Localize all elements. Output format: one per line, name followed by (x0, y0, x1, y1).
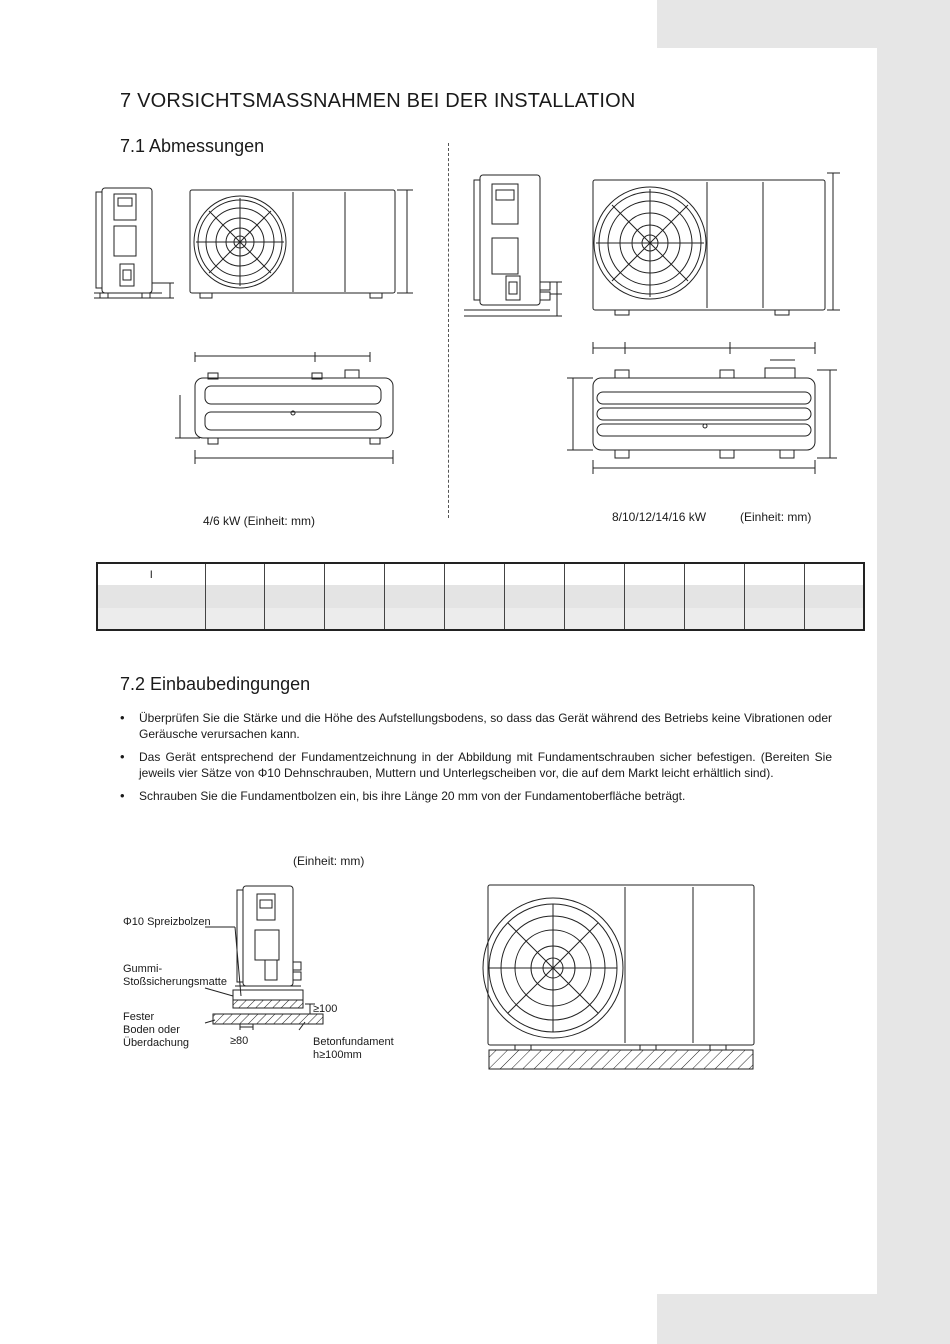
table-cell (325, 608, 385, 630)
list-item: • Überprüfen Sie die Stärke und die Höhe des Aufstellungsbodens, so dass das Gerät während des Betriebs keine Vibrationen oder Geräusche verursachen kann. (120, 710, 832, 742)
table-cell (804, 563, 864, 585)
top-view-small-unit (170, 350, 410, 465)
label-floor-line2: Boden oder (123, 1024, 180, 1036)
table-cell (205, 608, 265, 630)
caption-large-unit-model: 8/10/12/14/16 kW (612, 510, 707, 524)
table-cell (385, 585, 445, 607)
table-cell (265, 563, 325, 585)
table-cell (97, 608, 205, 630)
page-margin-strip (877, 48, 950, 1294)
side-view-large-unit (462, 170, 567, 320)
table-cell (564, 585, 624, 607)
table-row (97, 585, 864, 607)
table-cell (445, 608, 505, 630)
front-view-large-unit (585, 165, 845, 315)
table-cell (804, 608, 864, 630)
table-cell (445, 563, 505, 585)
install-figure-unit: (Einheit: mm) (293, 854, 365, 868)
table-cell (624, 563, 684, 585)
table-cell (684, 608, 744, 630)
table-cell (744, 563, 804, 585)
install-side-diagram (205, 880, 355, 1040)
caption-small-unit: 4/6 kW (Einheit: mm) (203, 514, 316, 528)
table-cell (97, 585, 205, 607)
label-floor-line3: Überdachung (123, 1037, 190, 1049)
table-cell (624, 585, 684, 607)
label-foundation-line1: Betonfundament (313, 1036, 394, 1048)
section-heading-dimensions: 7.1 Abmessungen (120, 136, 265, 156)
label-expansion-bolt: Φ10 Spreizbolzen (123, 916, 211, 928)
top-view-large-unit (565, 340, 840, 480)
install-front-diagram (485, 880, 760, 1072)
table-cell (205, 563, 265, 585)
table-cell (505, 585, 565, 607)
chapter-heading: 7 VORSICHTSMASSNAHMEN BEI DER INSTALLATION (120, 90, 636, 112)
table-cell (744, 608, 804, 630)
side-view-small-unit (90, 180, 180, 305)
table-cell (804, 585, 864, 607)
table-cell (265, 608, 325, 630)
page-margin-band-bottom (657, 1294, 950, 1344)
table-cell (325, 563, 385, 585)
table-cell (205, 585, 265, 607)
table-cell (385, 608, 445, 630)
label-height-min: ≥100 (313, 1003, 338, 1015)
installation-conditions-list (120, 710, 832, 811)
table-cell (564, 608, 624, 630)
section-heading-installation: 7.2 Einbaubedingungen (120, 674, 311, 694)
label-rubber-mat-line1: Gummi- (123, 963, 163, 975)
table-row (97, 608, 864, 630)
table-cell (624, 608, 684, 630)
label-foundation-line2: h≥100mm (313, 1049, 362, 1061)
table-cell (265, 585, 325, 607)
table-cell (385, 563, 445, 585)
table-row (97, 563, 864, 585)
table-cell (684, 585, 744, 607)
table-cell (445, 585, 505, 607)
table-cell (744, 585, 804, 607)
dimension-table (96, 562, 865, 631)
table-cell (505, 608, 565, 630)
label-floor-line1: Fester (123, 1011, 155, 1023)
table-cell (564, 563, 624, 585)
label-rubber-mat-line2: Stoßsicherungsmatte (123, 976, 227, 988)
table-cell (505, 563, 565, 585)
front-view-small-unit (185, 180, 425, 305)
page-margin-band (657, 0, 950, 48)
list-item: • Schrauben Sie die Fundamentbolzen ein, bis ihre Länge 20 mm von der Fundamentoberfläche beträgt. (120, 788, 832, 804)
figure-divider (448, 143, 449, 518)
table-cell: I (97, 563, 205, 585)
label-width-min: ≥80 (230, 1035, 249, 1047)
table-cell (684, 563, 744, 585)
table-cell (325, 585, 385, 607)
caption-large-unit-unit: (Einheit: mm) (740, 510, 812, 524)
list-item: • Das Gerät entsprechend der Fundamentzeichnung in der Abbildung mit Fundamentschrauben sicher befestigen. (Bereiten Sie jeweils vier Sätze von Φ10 Dehnschrauben, Muttern und Unterlegscheiben vor, die auf dem Markt leicht erhältlich sind). (120, 749, 832, 781)
